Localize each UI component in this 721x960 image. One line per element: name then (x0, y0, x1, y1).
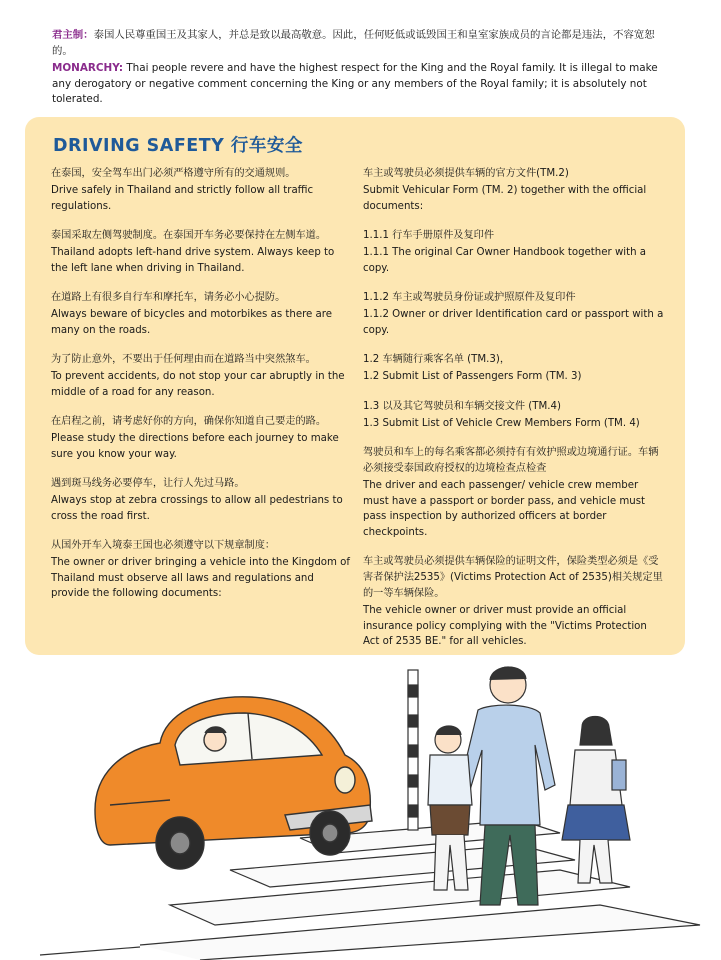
guideline-item (51, 352, 351, 400)
left-column (51, 166, 351, 616)
monarchy-label-en: MONARCHY: (52, 62, 124, 74)
guideline-chinese: 泰国采取左侧驾驶制度。在泰国开车务必要保持在左侧车道。 (51, 230, 327, 241)
guideline-english: 1.3 Submit List of Vehicle Crew Members Form (TM. 4) (363, 417, 640, 429)
guideline-item (51, 476, 351, 524)
guideline-item (51, 414, 351, 462)
guideline-chinese: 1.1.1 行车手册原件及复印件 (363, 230, 495, 241)
guideline-chinese: 1.3 以及其它驾驶员和车辆交接文件 (TM.4) (363, 400, 561, 412)
street-pole (408, 670, 418, 830)
guideline-english: Always beware of bicycles and motorbikes as there are many on the roads. (51, 309, 333, 336)
monarchy-text-zh: 泰国人民尊重国王及其家人，并总是致以最高敬意。因此，任何贬低或诋毁国王和皇室家族成员的言论都是违法，不容宽恕的。 (52, 29, 655, 57)
guideline-chinese: 驾驶员和车上的每名乘客都必须持有有效护照或边境通行证。车辆必须接受泰国政府授权的边境检查点检查 (363, 447, 659, 474)
guideline-chinese: 在道路上有很多自行车和摩托车，请务必小心提防。 (51, 292, 286, 303)
monarchy-text-en: Thai people revere and have the highest respect for the King and the Royal family. It is illegal to make any derogatory or negative comment concerning the King or any members of the Royal family; it is absolutely not tolerated. (52, 62, 658, 105)
guideline-chinese: 1.2 车辆随行乘客名单 (TM.3)， (363, 354, 511, 365)
guideline-english: The vehicle owner or driver must provide an official insurance policy complying with the "Victims Protection Act of 2535 BE." for all vehicles. (363, 605, 647, 647)
crossing-illustration (0, 655, 721, 960)
monarchy-chinese (52, 28, 672, 59)
guideline-chinese: 在启程之前，请考虑好你的方向，确保你知道自己要走的路。 (51, 416, 327, 427)
guideline-item (363, 399, 665, 432)
guideline-english: Drive safely in Thailand and strictly follow all traffic regulations. (51, 185, 314, 212)
guideline-english: Submit Vehicular Form (TM. 2) together with the official documents: (363, 185, 647, 212)
pedestrians-icon (428, 667, 630, 905)
guideline-english: 1.1.2 Owner or driver Identification card or passport with a copy. (363, 309, 664, 336)
guideline-item (363, 228, 665, 276)
guideline-english: Always stop at zebra crossings to allow all pedestrians to cross the road first. (51, 495, 343, 522)
guideline-english: To prevent accidents, do not stop your car abruptly in the middle of a road for any reason. (51, 371, 345, 398)
guideline-chinese: 1.1.2 车主或驾驶员身份证或护照原件及复印件 (363, 292, 576, 303)
guideline-english: The driver and each passenger/ vehicle crew member must have a passport or border pass, and vehicle must pass inspection by authorized officers at border checkpoints. (363, 480, 646, 538)
right-column (363, 166, 665, 664)
guideline-item (51, 290, 351, 338)
guideline-english: Thailand adopts left-hand drive system. Always keep to the left lane when driving in Thailand. (51, 247, 335, 274)
monarchy-label-zh: 君主制： (52, 29, 94, 41)
monarchy-english (52, 61, 672, 108)
guideline-chinese: 从国外开车入境泰王国也必须遵守以下规章制度： (51, 540, 276, 551)
guideline-chinese: 为了防止意外，不要出于任何理由而在道路当中突然煞车。 (51, 354, 316, 365)
guideline-item (363, 445, 665, 540)
guideline-item (51, 166, 351, 214)
guideline-english: 1.2 Submit List of Passengers Form (TM. 3) (363, 371, 582, 382)
guideline-english: The owner or driver bringing a vehicle into the Kingdom of Thailand must observe all laws and regulations and provide the following documents: (51, 557, 350, 599)
car-icon (95, 697, 372, 869)
guideline-chinese: 车主或驾驶员必须提供车辆保险的证明文件，保险类型必须是《受害者保护法2535》(Victims Protection Act of 2535)相关规定里的一等车辆保险。 (363, 556, 663, 599)
guideline-item (363, 166, 665, 214)
guideline-item (51, 228, 351, 276)
guideline-chinese: 车主或驾驶员必须提供车辆的官方文件(TM.2) (363, 168, 569, 179)
monarchy-notice (52, 28, 672, 108)
guideline-chinese: 在泰国，安全驾车出门必须严格遵守所有的交通规则。 (51, 168, 296, 179)
guideline-chinese: 遇到斑马线务必要停车，让行人先过马路。 (51, 478, 245, 489)
guideline-english: Please study the directions before each journey to make sure you know your way. (51, 433, 339, 460)
driving-safety-title: DRIVING SAFETY 行车安全 (53, 136, 303, 156)
guideline-english: 1.1.1 The original Car Owner Handbook together with a copy. (363, 247, 647, 274)
driving-safety-panel (25, 117, 685, 655)
guideline-item (363, 352, 665, 385)
guideline-item (363, 290, 665, 338)
guideline-item (363, 554, 665, 650)
guideline-item (51, 538, 351, 602)
